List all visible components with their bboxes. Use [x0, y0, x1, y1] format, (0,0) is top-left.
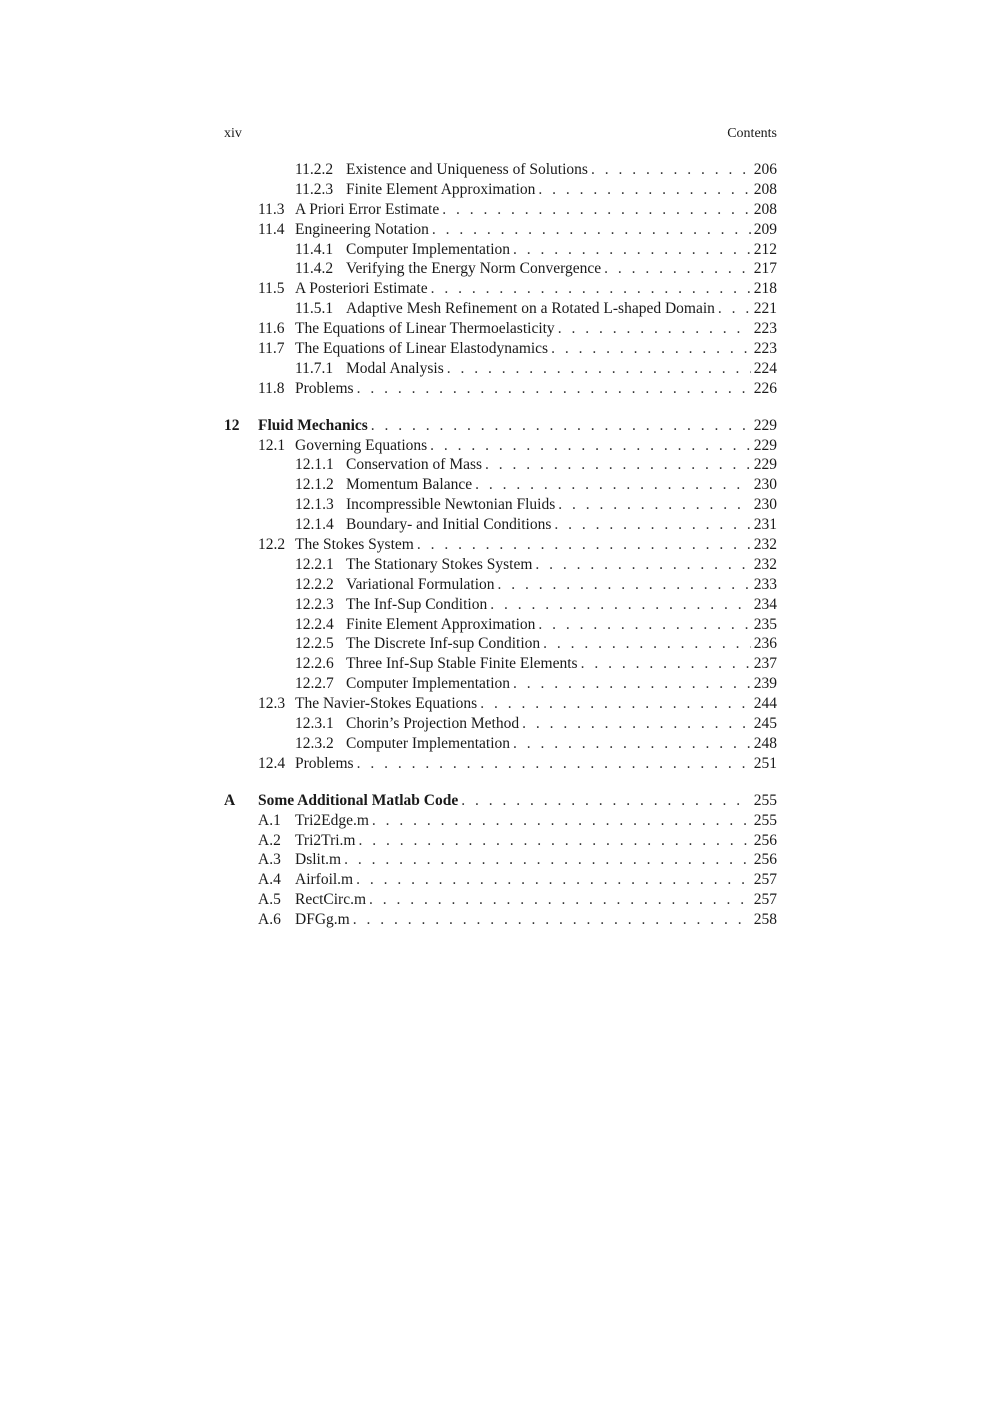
toc-section-row[interactable] — [224, 200, 777, 220]
toc-section-row[interactable] — [224, 754, 777, 774]
toc-entry — [346, 475, 777, 495]
toc-entry — [346, 359, 777, 379]
toc-entry — [295, 279, 777, 299]
toc-sub-row[interactable] — [224, 714, 777, 734]
toc-entry-number: 12.1.4 — [295, 516, 334, 534]
page-header — [224, 126, 777, 144]
table-of-contents — [224, 160, 777, 930]
toc-entry — [295, 379, 777, 399]
toc-entry-number: 12.1.1 — [295, 456, 334, 474]
toc-entry-number: 12.2.2 — [295, 575, 334, 593]
toc-entry — [295, 890, 777, 910]
toc-entry-number: 11.2.2 — [295, 161, 334, 178]
toc-entry-title: Conservation of Mass — [346, 456, 483, 474]
toc-entry-title: The Stationary Stokes System — [346, 555, 533, 573]
toc-sub-row[interactable] — [224, 575, 777, 595]
toc-page-number: 258 — [753, 911, 777, 929]
toc-entry-title: The Inf-Sup Condition — [346, 595, 488, 613]
toc-section-row[interactable] — [224, 831, 777, 851]
toc-page-number: 208 — [753, 180, 777, 198]
toc-page-number: 256 — [753, 851, 777, 869]
toc-section-row[interactable] — [224, 279, 777, 299]
toc-sub-row[interactable] — [224, 455, 777, 475]
toc-page-number: 235 — [753, 615, 777, 633]
toc-entry-title: Boundary- and Initial Conditions — [346, 516, 552, 534]
toc-sub-row[interactable] — [224, 674, 777, 694]
dot-leader — [356, 870, 751, 890]
dot-leader — [369, 890, 751, 910]
toc-entry-title: Three Inf-Sup Stable Finite Elements — [346, 655, 578, 673]
toc-entry-number: 12.4 — [258, 754, 286, 772]
toc-entry-number: 11.6 — [258, 320, 285, 338]
toc-entry-title: Adaptive Mesh Refinement on a Rotated L-shaped Domain — [346, 300, 715, 318]
toc-page-number: 255 — [753, 811, 777, 829]
toc-sub-row[interactable] — [224, 495, 777, 515]
toc-entry-title: Momentum Balance — [346, 476, 473, 494]
toc-entry — [346, 495, 777, 515]
toc-entry-title: Dslit.m — [295, 851, 342, 869]
toc-page-number: 217 — [753, 260, 777, 278]
toc-entry-title: Existence and Uniqueness of Solutions — [346, 161, 588, 178]
dot-leader — [513, 240, 751, 260]
toc-entry-number: 12.3.2 — [295, 734, 334, 752]
toc-entry-title: Modal Analysis — [346, 359, 444, 377]
dot-leader — [558, 319, 751, 339]
toc-sub-row[interactable] — [224, 654, 777, 674]
toc-entry-title: The Stokes System — [295, 536, 414, 554]
dot-leader — [718, 299, 751, 319]
toc-section-row[interactable] — [224, 870, 777, 890]
toc-entry-number: 12.1 — [258, 436, 286, 454]
toc-entry-number: 12.2.7 — [295, 675, 334, 693]
toc-entry — [295, 754, 777, 774]
toc-entry — [295, 319, 777, 339]
toc-page-number: 255 — [753, 791, 777, 809]
toc-entry-number: 12.2.1 — [295, 555, 334, 573]
dot-leader — [371, 416, 751, 436]
toc-page-number: 208 — [753, 200, 777, 218]
toc-entry-title: A Priori Error Estimate — [295, 200, 440, 218]
toc-entry-number: A.4 — [258, 871, 281, 889]
toc-page-number: 229 — [753, 436, 777, 454]
toc-entry-number: 12 — [224, 416, 240, 434]
toc-entry — [295, 694, 777, 714]
toc-entry-title: A Posteriori Estimate — [295, 280, 428, 298]
toc-entry — [346, 595, 777, 615]
dot-leader — [490, 595, 751, 615]
toc-entry-number: 11.5.1 — [295, 300, 334, 318]
dot-leader — [513, 734, 751, 754]
toc-page-number: 234 — [753, 595, 777, 613]
dot-leader — [535, 555, 750, 575]
toc-page-number: 230 — [753, 476, 777, 494]
toc-page-number: 223 — [753, 320, 777, 338]
toc-page-number: 257 — [753, 871, 777, 889]
toc-entry-number: 11.7.1 — [295, 359, 334, 377]
toc-chapter-row[interactable] — [224, 791, 777, 811]
toc-entry — [346, 180, 777, 200]
toc-entry-title: Engineering Notation — [295, 220, 429, 238]
toc-entry-title: Problems — [295, 754, 354, 772]
toc-entry — [346, 555, 777, 575]
dot-leader — [498, 575, 751, 595]
toc-section-row[interactable] — [224, 339, 777, 359]
toc-entry-number: 12.2 — [258, 536, 286, 554]
dot-leader — [442, 200, 751, 220]
toc-page-number: 239 — [753, 675, 777, 693]
dot-leader — [372, 811, 751, 831]
toc-entry — [295, 535, 777, 555]
dot-leader — [522, 714, 751, 734]
toc-entry — [346, 714, 777, 734]
toc-page-number: 232 — [753, 555, 777, 573]
dot-leader — [432, 220, 751, 240]
toc-entry-number: 11.5 — [258, 280, 285, 298]
running-title: Contents — [727, 126, 777, 141]
toc-section-row[interactable] — [224, 850, 777, 870]
toc-entry-title: Computer Implementation — [346, 675, 511, 693]
toc-entry-number: 11.4 — [258, 220, 285, 238]
toc-entry-title: Computer Implementation — [346, 734, 511, 752]
dot-leader — [357, 754, 751, 774]
toc-section-row[interactable] — [224, 319, 777, 339]
toc-entry-title: Incompressible Newtonian Fluids — [346, 496, 556, 514]
toc-page-number: 233 — [753, 575, 777, 593]
toc-page-number: 237 — [753, 655, 777, 673]
dot-leader — [447, 359, 751, 379]
dot-leader — [357, 379, 751, 399]
dot-leader — [538, 615, 750, 635]
toc-entry — [295, 220, 777, 240]
dot-leader — [554, 515, 750, 535]
toc-entry — [295, 910, 777, 930]
toc-entry — [295, 200, 777, 220]
dot-leader — [475, 475, 751, 495]
toc-entry-number: 12.2.6 — [295, 655, 334, 673]
toc-sub-row[interactable] — [224, 595, 777, 615]
toc-entry — [346, 160, 777, 180]
toc-sub-row[interactable] — [224, 555, 777, 575]
toc-page-number: 256 — [753, 831, 777, 849]
toc-sub-row[interactable] — [224, 615, 777, 635]
toc-entry-title: DFGg.m — [295, 911, 350, 929]
dot-leader — [558, 495, 751, 515]
toc-page-number: 218 — [753, 280, 777, 298]
toc-entry — [295, 811, 777, 831]
toc-entry-title: Computer Implementation — [346, 240, 511, 258]
toc-entry-title: Tri2Tri.m — [295, 831, 356, 849]
dot-leader — [604, 259, 751, 279]
dot-leader — [581, 654, 751, 674]
toc-entry-title: Problems — [295, 379, 354, 397]
toc-entry — [295, 870, 777, 890]
toc-entry-title: The Equations of Linear Thermoelasticity — [295, 320, 555, 338]
toc-page-number: 236 — [753, 635, 777, 653]
toc-entry — [295, 831, 777, 851]
toc-entry-number: 11.7 — [258, 340, 285, 358]
dot-leader — [513, 674, 751, 694]
toc-section-row[interactable] — [224, 379, 777, 399]
toc-page-number: 224 — [753, 359, 777, 377]
toc-page-number: 223 — [753, 340, 777, 358]
toc-entry — [346, 515, 777, 535]
toc-entry-number: 11.2.3 — [295, 180, 334, 198]
toc-entry-title: Tri2Edge.m — [295, 811, 369, 829]
toc-entry — [295, 850, 777, 870]
toc-entry-number: 11.8 — [258, 379, 285, 397]
toc-entry — [258, 791, 777, 811]
toc-entry — [346, 654, 777, 674]
dot-leader — [543, 634, 751, 654]
dot-leader — [485, 455, 751, 475]
toc-sub-row[interactable] — [224, 259, 777, 279]
toc-entry-title: RectCirc.m — [295, 891, 367, 909]
toc-page-number: 248 — [753, 734, 777, 752]
toc-entry-title: Finite Element Approximation — [346, 180, 536, 198]
toc-entry-number: 11.3 — [258, 200, 285, 218]
dot-leader — [344, 850, 751, 870]
toc-sub-row[interactable] — [224, 180, 777, 200]
toc-page-number: 221 — [753, 300, 777, 318]
toc-page-number: 251 — [753, 754, 777, 772]
toc-page-number: 209 — [753, 220, 777, 238]
toc-page-number: 206 — [753, 161, 777, 178]
toc-entry-title: Variational Formulation — [346, 575, 495, 593]
toc-entry — [346, 455, 777, 475]
toc-entry-title: Fluid Mechanics — [258, 416, 368, 434]
toc-entry-title: Some Additional Matlab Code — [258, 791, 459, 809]
toc-sub-row[interactable] — [224, 734, 777, 754]
toc-entry-title: Chorin’s Projection Method — [346, 715, 520, 733]
toc-entry-number: A.5 — [258, 891, 281, 909]
toc-section-row[interactable] — [224, 535, 777, 555]
toc-page-number: 229 — [753, 416, 777, 434]
toc-entry-number: A — [224, 791, 236, 809]
toc-entry-title: The Equations of Linear Elastodynamics — [295, 340, 549, 358]
toc-sub-row[interactable] — [224, 515, 777, 535]
toc-entry-title: Airfoil.m — [295, 871, 354, 889]
toc-sub-row[interactable] — [224, 359, 777, 379]
toc-section-row[interactable] — [224, 694, 777, 714]
toc-entry — [346, 674, 777, 694]
toc-entry-number: A.2 — [258, 831, 281, 849]
toc-sub-row[interactable] — [224, 634, 777, 654]
dot-leader — [417, 535, 751, 555]
toc-page-number: 232 — [753, 536, 777, 554]
toc-entry-number: 12.2.4 — [295, 615, 334, 633]
toc-entry-title: Verifying the Energy Norm Convergence — [346, 260, 602, 278]
toc-entry-title: The Discrete Inf-sup Condition — [346, 635, 541, 653]
dot-leader — [591, 160, 751, 180]
toc-page-number: 245 — [753, 715, 777, 733]
dot-leader — [358, 831, 750, 851]
toc-page-number: 226 — [753, 379, 777, 397]
toc-entry-number: 11.4.2 — [295, 260, 334, 278]
toc-entry-number: 12.2.3 — [295, 595, 334, 613]
toc-entry-title: Finite Element Approximation — [346, 615, 536, 633]
toc-page-number: 230 — [753, 496, 777, 514]
toc-entry-number: 12.3 — [258, 695, 286, 713]
dot-leader — [551, 339, 751, 359]
toc-entry-number: A.1 — [258, 811, 281, 829]
toc-entry — [346, 615, 777, 635]
toc-entry — [346, 240, 777, 260]
toc-entry — [295, 339, 777, 359]
toc-entry — [258, 416, 777, 436]
toc-section-row[interactable] — [224, 910, 777, 930]
toc-sub-row[interactable] — [224, 299, 777, 319]
toc-section-row[interactable] — [224, 890, 777, 910]
dot-leader — [353, 910, 751, 930]
toc-section-row[interactable] — [224, 436, 777, 456]
toc-entry — [346, 299, 777, 319]
toc-entry-number: 12.2.5 — [295, 635, 334, 653]
dot-leader — [431, 279, 751, 299]
toc-entry — [346, 575, 777, 595]
toc-section-row[interactable] — [224, 220, 777, 240]
toc-entry-number: 12.1.3 — [295, 496, 334, 514]
toc-page-number: 212 — [753, 240, 777, 258]
dot-leader — [461, 791, 751, 811]
toc-section-row[interactable] — [224, 811, 777, 831]
toc-chapter-row[interactable] — [224, 416, 777, 436]
page-number: xiv — [224, 126, 242, 141]
toc-page-number: 231 — [753, 516, 777, 534]
toc-entry-title: The Navier-Stokes Equations — [295, 695, 478, 713]
toc-page-number: 229 — [753, 456, 777, 474]
dot-leader — [430, 436, 751, 456]
toc-entry-number: A.6 — [258, 911, 281, 929]
toc-entry-number: A.3 — [258, 851, 281, 869]
toc-page-number: 257 — [753, 891, 777, 909]
toc-entry-number: 11.4.1 — [295, 240, 334, 258]
toc-entry-number: 12.3.1 — [295, 715, 334, 733]
toc-sub-row[interactable] — [224, 475, 777, 495]
toc-page-number: 244 — [753, 695, 777, 713]
toc-entry-number: 12.1.2 — [295, 476, 334, 494]
toc-entry — [346, 259, 777, 279]
toc-sub-row[interactable] — [224, 160, 777, 180]
toc-entry — [295, 436, 777, 456]
dot-leader — [538, 180, 750, 200]
toc-entry-title: Governing Equations — [295, 436, 428, 454]
toc-entry — [346, 634, 777, 654]
toc-entry — [346, 734, 777, 754]
dot-leader — [480, 694, 751, 714]
toc-sub-row[interactable] — [224, 240, 777, 260]
